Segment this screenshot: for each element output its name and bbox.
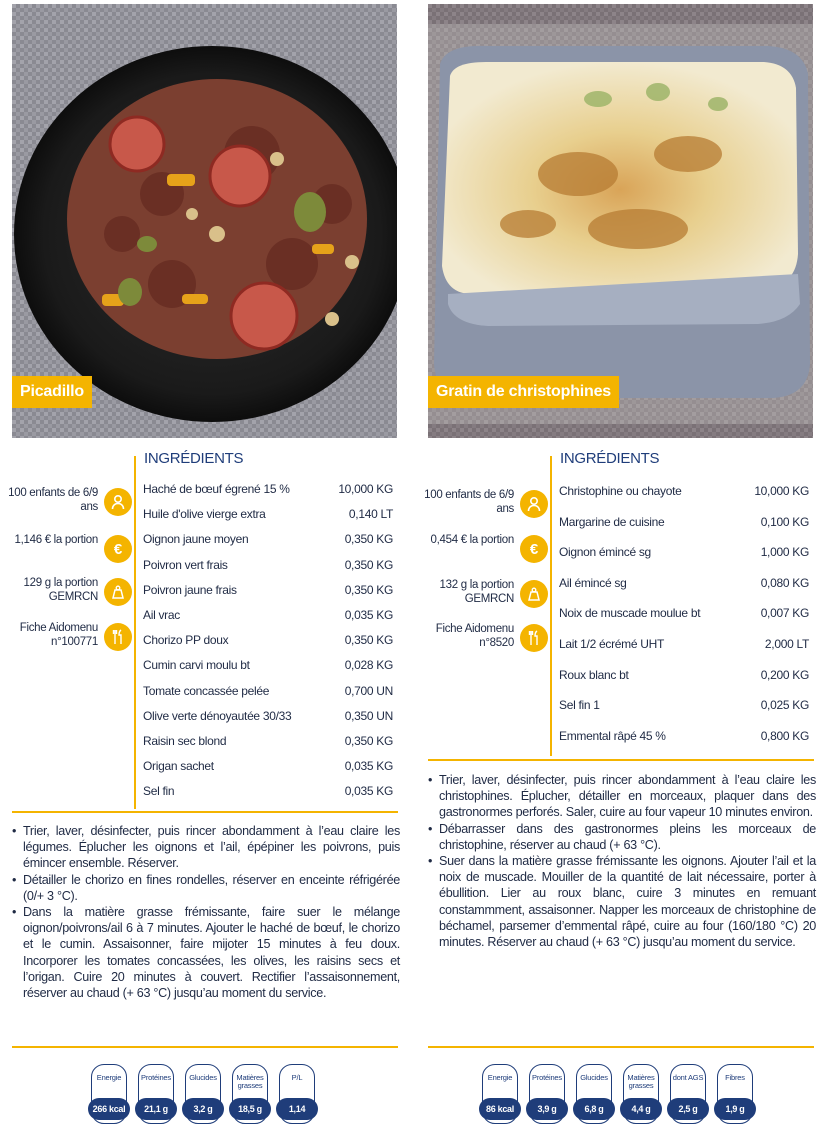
ingredients-heading: INGRÉDIENTS (144, 450, 244, 467)
ingredient-name: Poivron jaune frais (143, 582, 237, 597)
ingredient-row (143, 554, 393, 579)
gratin-photo-illustration (428, 4, 813, 438)
nutrition-fiber (717, 1064, 753, 1124)
ingredient-row (143, 629, 393, 654)
ingredient-qty: 0,350 UN (344, 708, 393, 723)
ingredient-row (559, 664, 809, 695)
ingredient-row (559, 511, 809, 542)
dish-photo (428, 4, 813, 438)
ingredient-name: Origan sachet (143, 759, 214, 774)
ingredient-qty: 0,100 KG (760, 514, 809, 529)
nutrition-label: Glucides (189, 1073, 217, 1082)
divider-line (134, 456, 136, 809)
ingredient-qty: 2,000 LT (764, 636, 809, 651)
ingredient-row (559, 541, 809, 572)
ingredient-row (143, 579, 393, 604)
nutrition-fat (623, 1064, 659, 1124)
nutrition-carbs (185, 1064, 221, 1124)
ingredient-qty: 0,035 KG (344, 759, 393, 774)
price-item (12, 533, 132, 573)
section-divider (12, 811, 398, 813)
price-text: 0,454 € la portion (430, 534, 514, 546)
ingredients-heading: INGRÉDIENTS (560, 450, 660, 467)
nutrition-energy (482, 1064, 518, 1124)
recipe-title: Gratin de christophines (428, 376, 619, 408)
ingredient-row (559, 633, 809, 664)
dish-photo (12, 4, 397, 438)
recipe-title: Picadillo (12, 376, 92, 408)
portion-item (12, 576, 132, 616)
servings-item (8, 486, 132, 526)
ingredients-list (559, 480, 809, 755)
step-item: • Trier, laver, désinfecter, puis rincer abondamment à l’eau claire les christophines. Éplucher, détailler en morceaux, plaquer dans des gastronormes perforés. Saler, cuire au four vapeur 10 minutes environ. (428, 772, 816, 821)
nutrition-label: Matières grasses (627, 1073, 655, 1090)
ingredient-qty: 0,140 LT (348, 507, 393, 522)
ingredient-row (143, 705, 393, 730)
ingredient-qty: 10,000 KG (338, 482, 393, 496)
ingredient-name: Christophine ou chayote (559, 484, 682, 498)
step-item: • Dans la matière grasse frémissante, faire suer le mélange oignon/poivrons/ail 6 à 7 minutes. Ajouter le haché de bœuf, le chorizo et le cumin. Assaisonner, faire mijoter 15 minutes à feu doux. Incorporer les tomates concassées, les olives, les raisins secs et l’origan. Cuire 20 minutes à couvert. Rectifier l’assaisonnement, réserver au chaud (+ 63 °C) jusqu’au moment du service. (12, 904, 400, 1001)
nutrition-value: 266 kcal (88, 1098, 130, 1120)
sheet-item (12, 621, 132, 661)
nutrition-label: Protéines (141, 1073, 171, 1082)
nutrition-label: P/L (291, 1073, 303, 1082)
sheet-item (428, 622, 548, 662)
nutrition-value: 3,2 g (182, 1098, 224, 1120)
nutrition-pl-ratio (279, 1064, 315, 1124)
ingredient-qty: 0,350 KG (344, 532, 393, 547)
nutrition-value: 86 kcal (479, 1098, 521, 1120)
nutrition-label: Energie (96, 1073, 122, 1082)
servings-text: 100 enfants de 6/9 ans (8, 487, 98, 513)
ingredient-qty: 0,007 KG (760, 606, 809, 621)
nutrition-carbs (576, 1064, 612, 1124)
nutrition-value: 1,9 g (714, 1098, 756, 1120)
ingredients-list (143, 478, 393, 805)
ingredient-row (143, 503, 393, 528)
picadillo-photo-illustration (12, 4, 397, 438)
ingredient-row (143, 755, 393, 780)
servings-item (424, 488, 548, 528)
nutrition-energy (91, 1064, 127, 1124)
divider-line (550, 456, 552, 756)
person-icon (104, 488, 132, 516)
ingredient-qty: 0,350 KG (344, 557, 393, 572)
nutrition-label: Energie (487, 1073, 513, 1082)
ingredient-row (143, 680, 393, 705)
nutrition-value: 1,14 (276, 1098, 318, 1120)
section-divider (428, 759, 814, 761)
nutrition-label: dont AGS (672, 1073, 704, 1082)
servings-text: 100 enfants de 6/9 ans (424, 489, 514, 515)
ingredient-name: Poivron vert frais (143, 557, 228, 572)
ingredient-qty: 0,350 KG (344, 582, 393, 597)
step-item: • Débarrasser dans des gastronormes pleins les morceaux de christophine, réserver au chaud (+ 63 °C). (428, 821, 816, 853)
ingredient-row (559, 480, 809, 511)
ingredient-row (559, 694, 809, 725)
nutrition-value: 2,5 g (667, 1098, 709, 1120)
nutrition-value: 3,9 g (526, 1098, 568, 1120)
ingredient-name: Raisin sec blond (143, 733, 227, 748)
ingredient-name: Ail émincé sg (559, 575, 627, 590)
portion-text: 129 g la portion GEMRCN (23, 577, 98, 603)
nutrition-proteins (529, 1064, 565, 1124)
nutrition-label: Matières grasses (236, 1073, 264, 1090)
ingredient-row (559, 725, 809, 756)
nutrition-panel (482, 1064, 764, 1124)
ingredient-row (143, 654, 393, 679)
nutrition-value: 18,5 g (229, 1098, 271, 1120)
nutrition-label: Fibres (725, 1073, 745, 1082)
ingredient-name: Haché de bœuf égrené 15 % (143, 482, 290, 496)
euro-icon: € (520, 535, 548, 563)
cutlery-icon (520, 624, 548, 652)
ingredient-name: Sel fin (143, 784, 175, 799)
scale-icon (520, 580, 548, 608)
ingredient-name: Huile d'olive vierge extra (143, 507, 266, 522)
sheet-text: Fiche Aidomenu n°8520 (435, 623, 514, 649)
recipe-card-picadillo (8, 0, 400, 1138)
nutrition-saturated-fat (670, 1064, 706, 1124)
cutlery-icon (104, 623, 132, 651)
ingredient-name: Olive verte dénoyautée 30/33 (143, 708, 292, 723)
portion-item (428, 578, 548, 618)
step-item: • Trier, laver, désinfecter, puis rincer abondamment à l’eau claire les légumes. Éplucher les oignons et l’ail, épépiner les poivrons, puis émincer ensemble. Réserver. (12, 823, 400, 872)
ingredient-name: Ail vrac (143, 607, 180, 622)
ingredient-qty: 0,700 UN (344, 683, 393, 698)
ingredient-row (143, 730, 393, 755)
ingredient-qty: 0,350 KG (344, 633, 393, 648)
ingredient-qty: 0,800 KG (760, 728, 809, 743)
recipe-card-gratin (424, 0, 816, 1138)
sheet-text: Fiche Aidomenu n°100771 (19, 622, 98, 648)
nutrition-value: 21,1 g (135, 1098, 177, 1120)
scale-icon (104, 578, 132, 606)
nutrition-value: 6,8 g (573, 1098, 615, 1120)
ingredient-name: Emmental râpé 45 % (559, 728, 666, 743)
ingredient-row (143, 528, 393, 553)
section-divider (428, 1046, 814, 1048)
ingredient-row (559, 602, 809, 633)
ingredient-qty: 0,200 KG (760, 667, 809, 682)
ingredient-row (143, 478, 393, 503)
ingredient-name: Sel fin 1 (559, 698, 600, 713)
ingredient-qty: 0,035 KG (344, 607, 393, 622)
ingredient-name: Oignon jaune moyen (143, 532, 249, 547)
euro-icon: € (104, 535, 132, 563)
ingredient-qty: 10,000 KG (754, 484, 809, 498)
nutrition-value: 4,4 g (620, 1098, 662, 1120)
ingredient-qty: 0,028 KG (344, 658, 393, 673)
nutrition-panel (91, 1064, 326, 1124)
ingredient-row (143, 780, 393, 805)
ingredient-name: Cumin carvi moulu bt (143, 658, 250, 673)
ingredient-name: Noix de muscade moulue bt (559, 606, 701, 621)
ingredient-row (559, 572, 809, 603)
person-icon (520, 490, 548, 518)
ingredient-qty: 0,080 KG (760, 575, 809, 590)
nutrition-label: Protéines (532, 1073, 562, 1082)
nutrition-fat (232, 1064, 268, 1124)
section-divider (12, 1046, 398, 1048)
ingredient-qty: 1,000 KG (760, 545, 809, 560)
ingredient-name: Chorizo PP doux (143, 633, 229, 648)
ingredient-name: Oignon émincé sg (559, 545, 651, 560)
ingredient-name: Roux blanc bt (559, 667, 629, 682)
ingredient-row (143, 604, 393, 629)
ingredient-qty: 0,035 KG (344, 784, 393, 799)
ingredient-qty: 0,350 KG (344, 733, 393, 748)
step-item: • Détailler le chorizo en fines rondelles, réserver en enceinte réfrigérée (0/+ 3 °C). (12, 872, 400, 904)
preparation-steps (12, 823, 400, 1001)
preparation-steps (428, 772, 816, 950)
nutrition-proteins (138, 1064, 174, 1124)
ingredient-name: Tomate concassée pelée (143, 683, 270, 698)
price-item (428, 533, 548, 573)
portion-text: 132 g la portion GEMRCN (439, 579, 514, 605)
price-text: 1,146 € la portion (14, 534, 98, 546)
ingredient-name: Margarine de cuisine (559, 514, 665, 529)
nutrition-label: Glucides (580, 1073, 608, 1082)
ingredient-name: Lait 1/2 écrémé UHT (559, 636, 665, 651)
step-item: • Suer dans la matière grasse frémissante les oignons. Ajouter l’ail et la noix de muscade. Mouiller de la quantité de lait nécessaire, porter à ébullition. Lier au roux blanc, cuire 3 minutes en remuant constammment, assaisonner. Napper les morceaux de christophine de béchamel, parsemer d’emmental râpé, cuire au four (160/180 °C) 20 minutes. Réserver au chaud (+ 63 °C) jusqu’au moment du service. (428, 853, 816, 950)
ingredient-qty: 0,025 KG (760, 698, 809, 713)
